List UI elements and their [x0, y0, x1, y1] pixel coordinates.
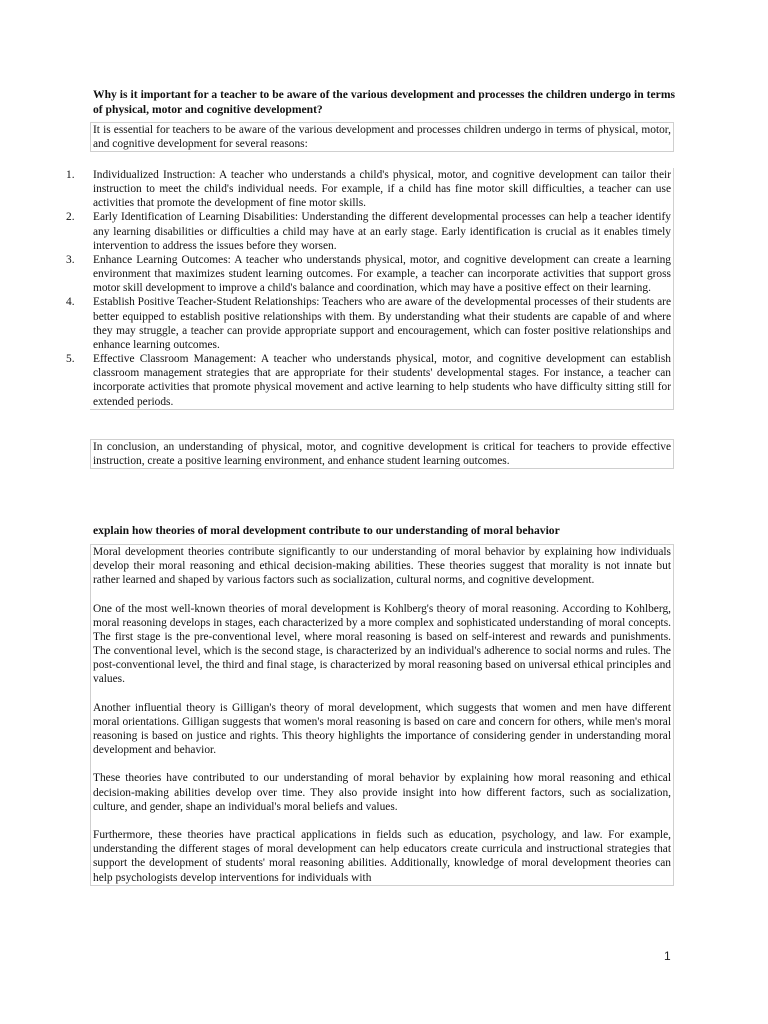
list-item-text: Individualized Instruction: A teacher who understands a child's physical, motor, and cognitive development can tailor their instruction to meet the child's individual needs. For example, if a child has fine motor skill difficulties, a teacher can use activities that promote the development of fine motor skills.	[93, 169, 671, 210]
list-item-number: 1.	[66, 169, 75, 181]
list-item	[66, 295, 673, 352]
list-item	[66, 352, 673, 409]
answer-paragraph: Moral development theories contribute significantly to our understanding of moral behavior by explaining how individuals develop their moral reasoning and ethical decision-making abilities. These theories suggest that morality is not innate but rather learned and shaped by various factors such as socialization, cultural norms, and cognitive development.	[93, 546, 671, 587]
list-item-text: Effective Classroom Management: A teacher who understands physical, motor, and cognitive development can establish classroom management strategies that are appropriate for their students' developmental stages. For instance, a teacher can incorporate activities that promote physical movement and active learning to help students who have difficulty sitting still for extended periods.	[93, 353, 671, 408]
conclusion-box	[90, 439, 674, 469]
reasons-list-box	[66, 168, 674, 410]
intro-paragraph: It is essential for teachers to be aware of the various development and processes children undergo in terms of physical, motor, and cognitive development for several reasons:	[93, 124, 671, 151]
list-item-number: 4.	[66, 296, 75, 309]
list-item	[66, 168, 673, 210]
list-item	[66, 210, 673, 252]
moral-development-box	[90, 544, 674, 886]
answer-paragraph: Another influential theory is Gilligan's theory of moral development, which suggests that women and men have different moral orientations. Gilligan suggests that women's moral reasoning is based on care and concern for others, while men's moral reasoning is based on justice and rights. This theory highlights the importance of considering gender in understanding moral development and behavior.	[93, 701, 671, 757]
list-item-text: Establish Positive Teacher-Student Relationships: Teachers who are aware of the developmental processes of their students are better equipped to establish positive relationships with them. By understanding what their students are capable of and where they may struggle, a teacher can provide appropriate support and encouragement, which can foster positive relationships and enhance learning outcomes.	[93, 296, 671, 351]
intro-box	[90, 122, 674, 152]
list-item	[66, 253, 673, 295]
question-heading-2: explain how theories of moral development contribute to our understanding of moral behavior	[93, 524, 560, 537]
list-item-text: Early Identification of Learning Disabilities: Understanding the different developmental processes can help a teacher identify any learning disabilities or difficulties a child may have at an early stage. Early identification is crucial as it enables timely intervention to address the issues before they worsen.	[93, 211, 671, 252]
answer-paragraph: These theories have contributed to our understanding of moral behavior by explaining how moral reasoning and ethical decision-making abilities develop over time. They also provide insight into how different factors, such as socialization, culture, and gender, shape an individual's moral beliefs and values.	[93, 772, 671, 813]
list-item-number: 3.	[66, 253, 75, 266]
page-number: 1	[664, 949, 671, 963]
answer-paragraph: One of the most well-known theories of moral development is Kohlberg's theory of moral reasoning. According to Kohlberg, moral reasoning develops in stages, each characterized by a more complex and sophisticated understanding of moral concepts. The first stage is the pre-conventional level, where moral reasoning is based on self-interest and rewards and punishments. The conventional level, which is the second stage, is characterized by an individual's adherence to social norms and rules. The post-conventional level, the third and final stage, is characterized by moral reasoning based on universal ethical principles and values.	[93, 602, 671, 686]
list-item-text: Enhance Learning Outcomes: A teacher who understands physical, motor, and cognitive development can create a learning environment that maximizes student learning outcomes. For example, a teacher can incorporate activities that support gross motor skill development to improve a child's balance and coordination, which may have a positive effect on their learning.	[93, 253, 671, 295]
list-item-number: 2.	[66, 211, 75, 224]
list-item-number: 5.	[66, 353, 75, 366]
conclusion-paragraph: In conclusion, an understanding of physical, motor, and cognitive development is critical for teachers to provide effective instruction, create a positive learning environment, and enhance student learning outcomes.	[93, 441, 671, 468]
question-heading-1: Why is it important for a teacher to be aware of the various development and processes the children undergo in terms of physical, motor and cognitive development?	[93, 88, 675, 116]
answer-paragraph: Furthermore, these theories have practical applications in fields such as education, psychology, and law. For example, understanding the different stages of moral development can help educators create curricula and instructional strategies that support the development of students' moral reasoning abilities. Additionally, knowledge of moral development theories can help psychologists develop interventions for individuals with	[93, 829, 671, 884]
reasons-list	[66, 168, 673, 409]
